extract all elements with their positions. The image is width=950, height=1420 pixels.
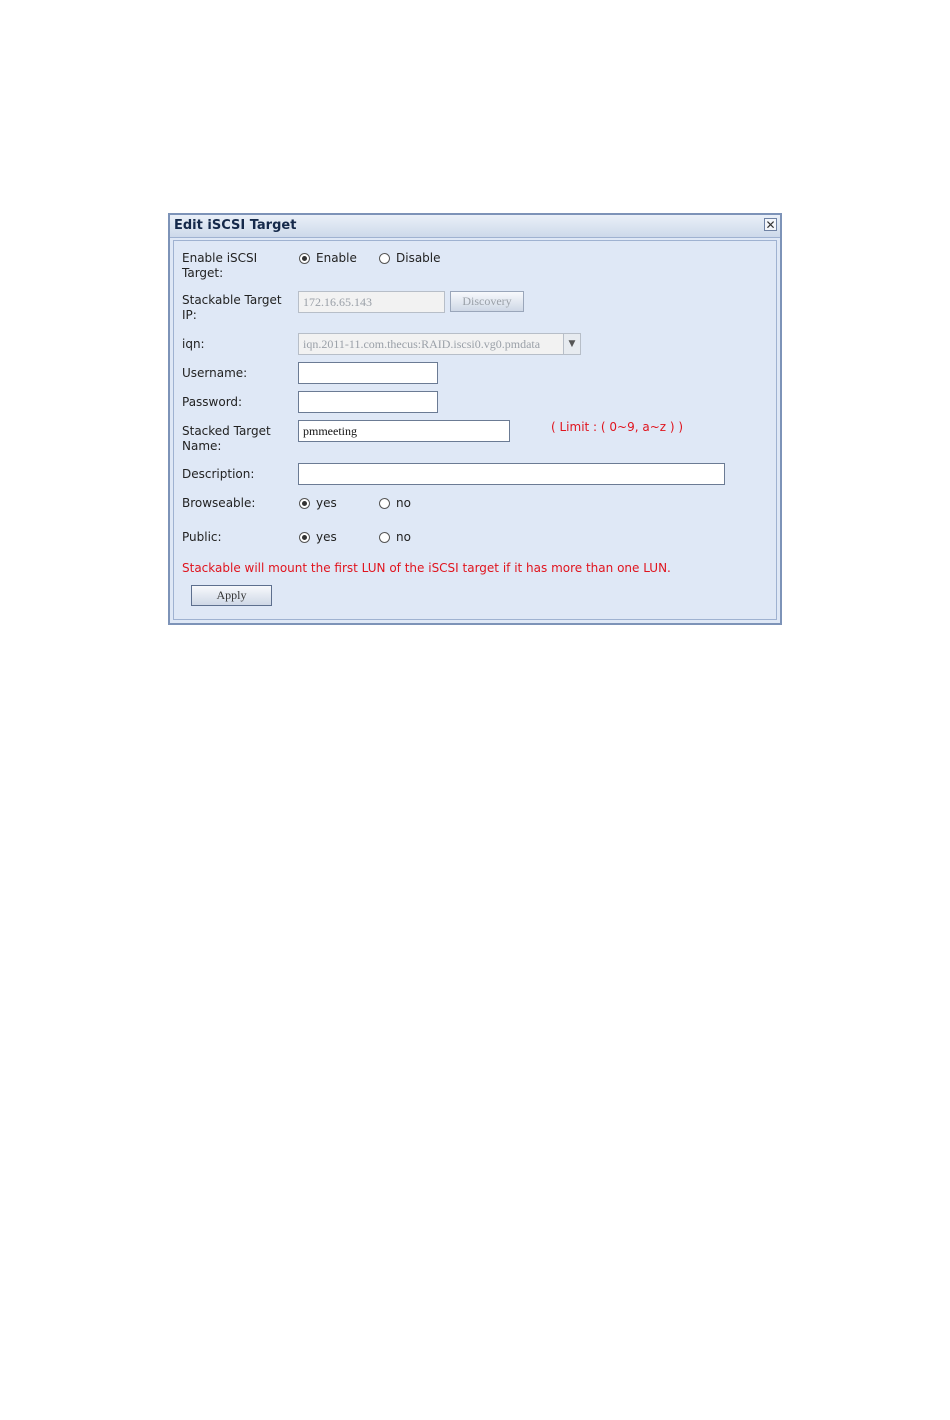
stacked-name-label-line1: Stacked Target xyxy=(182,424,271,438)
username-input[interactable] xyxy=(298,362,438,384)
browseable-yes-label: yes xyxy=(316,496,337,510)
password-label: Password: xyxy=(182,395,243,409)
dialog-title: Edit iSCSI Target xyxy=(174,218,297,233)
description-label: Description: xyxy=(182,467,255,481)
iqn-select[interactable]: iqn.2011-11.com.thecus:RAID.iscsi0.vg0.pmdata xyxy=(298,333,564,355)
stacked-name-label xyxy=(182,424,271,454)
stackable-ip-input[interactable]: 172.16.65.143 xyxy=(298,291,445,313)
disable-radio[interactable] xyxy=(379,251,441,265)
password-input[interactable] xyxy=(298,391,438,413)
description-input[interactable] xyxy=(298,463,725,485)
stackable-ip-label-line1: Stackable Target xyxy=(182,293,282,307)
enable-target-label-line1: Enable iSCSI xyxy=(182,251,258,265)
stacked-name-input[interactable]: pmmeeting xyxy=(298,420,510,442)
enable-radio-label: Enable xyxy=(316,251,357,265)
public-yes-radio[interactable] xyxy=(299,530,337,544)
enable-target-label-line2: Target: xyxy=(182,266,224,280)
browseable-no-dot[interactable] xyxy=(379,498,390,509)
edit-iscsi-target-dialog xyxy=(168,213,782,625)
browseable-no-radio[interactable] xyxy=(379,496,411,510)
disable-radio-dot[interactable] xyxy=(379,253,390,264)
public-yes-label: yes xyxy=(316,530,337,544)
enable-radio-dot[interactable] xyxy=(299,253,310,264)
stackable-notice: Stackable will mount the first LUN of the iSCSI target if it has more than one LUN. xyxy=(182,561,671,575)
limit-hint: ( Limit : ( 0~9, a~z ) ) xyxy=(551,420,684,434)
browseable-yes-radio[interactable] xyxy=(299,496,337,510)
stackable-ip-label-line2: IP: xyxy=(182,308,197,322)
stackable-ip-label xyxy=(182,293,282,323)
public-yes-dot[interactable] xyxy=(299,532,310,543)
public-no-label: no xyxy=(396,530,411,544)
browseable-label: Browseable: xyxy=(182,496,256,510)
dialog-body xyxy=(173,240,777,620)
iqn-label: iqn: xyxy=(182,337,205,351)
discovery-button[interactable]: Discovery xyxy=(450,291,524,312)
public-label: Public: xyxy=(182,530,222,544)
close-icon[interactable]: ✕ xyxy=(765,218,776,232)
enable-target-label xyxy=(182,251,257,281)
public-no-radio[interactable] xyxy=(379,530,411,544)
browseable-yes-dot[interactable] xyxy=(299,498,310,509)
public-no-dot[interactable] xyxy=(379,532,390,543)
apply-button[interactable]: Apply xyxy=(191,585,272,606)
stacked-name-label-line2: Name: xyxy=(182,439,222,453)
enable-radio[interactable] xyxy=(299,251,357,265)
dialog-titlebar xyxy=(170,215,780,238)
username-label: Username: xyxy=(182,366,248,380)
browseable-no-label: no xyxy=(396,496,411,510)
disable-radio-label: Disable xyxy=(396,251,441,265)
chevron-down-icon[interactable]: ▼ xyxy=(563,333,581,355)
